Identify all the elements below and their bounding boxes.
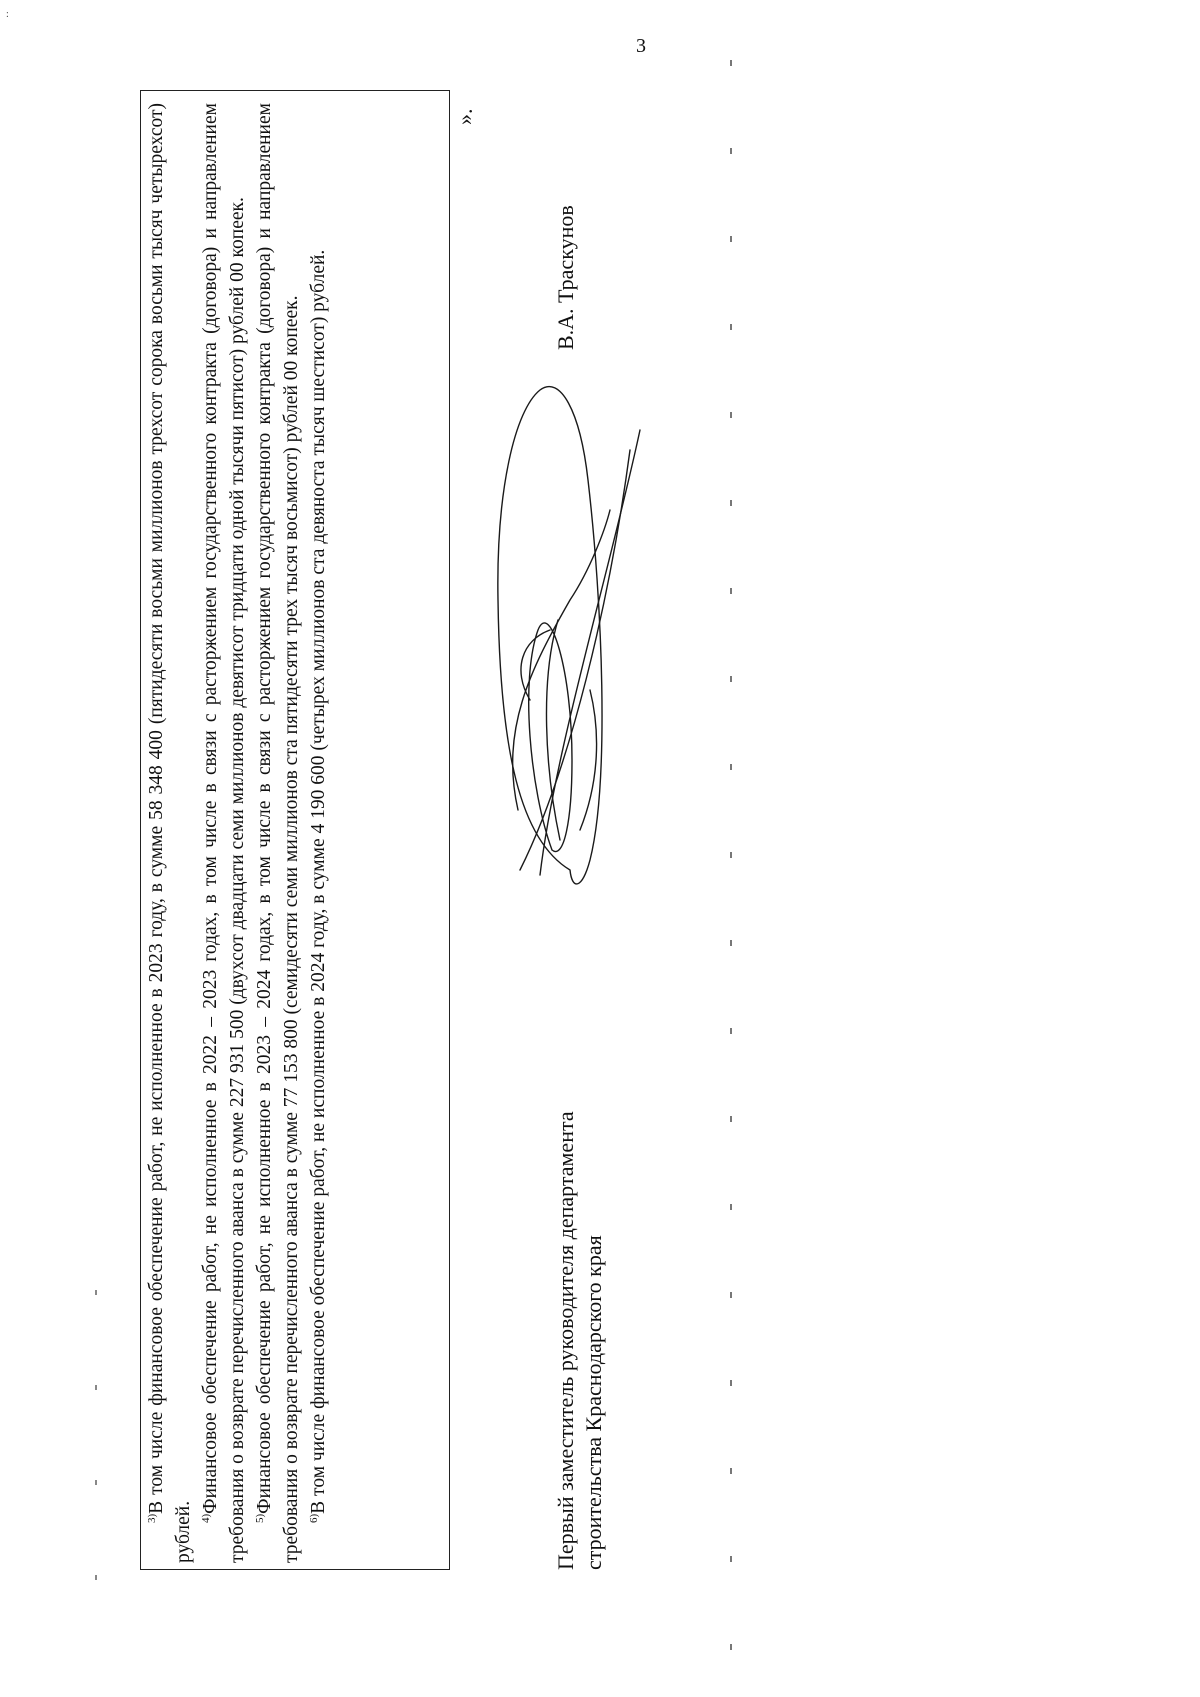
footnote-text: В том числе финансовое обеспечение работ, не исполненное в 2024 году, в сумме 4 190 600 (четырех миллионов ста девяноста тысяч шестисот) рублей. bbox=[308, 249, 329, 1514]
rotated-content bbox=[140, 90, 700, 1570]
handwritten-signature bbox=[460, 370, 660, 930]
margin-dot bbox=[730, 324, 732, 330]
footnote-5 bbox=[251, 103, 305, 1563]
margin-dot bbox=[95, 1290, 97, 1295]
footnote-marker: 3) bbox=[146, 1513, 158, 1523]
signer-title bbox=[552, 1010, 608, 1570]
signer-title-line2: строительства Краснодарского края bbox=[581, 1235, 606, 1570]
margin-dot bbox=[730, 412, 732, 418]
footnotes-box bbox=[140, 90, 450, 1570]
margin-dot bbox=[730, 500, 732, 506]
margin-dot bbox=[730, 1468, 732, 1474]
margin-dot bbox=[95, 1480, 97, 1485]
footnote-marker: 5) bbox=[254, 1513, 266, 1523]
margin-dot bbox=[730, 852, 732, 858]
margin-dot bbox=[730, 940, 732, 946]
footnote-text: В том числе финансовое обеспечение работ, не исполненное в 2023 году, в сумме 58 348 400 (пятидесяти восьми миллионов трехсот сорока восьми тысяч четырехсот) рублей. bbox=[146, 103, 194, 1563]
footnote-marker: 6) bbox=[308, 1513, 320, 1523]
margin-dot bbox=[730, 1116, 732, 1122]
page-number: 3 bbox=[636, 35, 646, 57]
margin-dot bbox=[730, 676, 732, 682]
signer-title-line1: Первый заместитель руководителя департамента bbox=[553, 1111, 578, 1570]
footnote-text: Финансовое обеспечение работ, не исполненное в 2022 – 2023 годах, в том числе в связи с расторжением государственного контракта (договора) и направлением требования о возврате перечисленного аванса в сумме 227 931 500 (двухсот двадцати семи миллионов девятисот тридцати одной тысячи пятисот) рублей 00 копеек. bbox=[200, 103, 248, 1563]
margin-dot bbox=[730, 588, 732, 594]
margin-dot bbox=[95, 1385, 97, 1390]
signer-name: В.А. Траскунов bbox=[553, 205, 578, 350]
footnote-marker: 4) bbox=[200, 1513, 212, 1523]
margin-dot bbox=[730, 1556, 732, 1562]
margin-dot bbox=[730, 764, 732, 770]
margin-dot bbox=[730, 1028, 732, 1034]
margin-dot-column bbox=[730, 60, 738, 1680]
margin-dot bbox=[730, 148, 732, 154]
stray-mark: : bbox=[6, 9, 9, 20]
footnote-text: Финансовое обеспечение работ, не исполненное в 2023 – 2024 годах, в том числе в связи с расторжением государственного контракта (договора) и направлением требования о возврате перечисленного аванса в сумме 77 153 800 (семидесяти семи миллионов ста пятидесяти трех тысяч восьмисот) рублей 00 копеек. bbox=[254, 103, 302, 1563]
footnote-6 bbox=[305, 103, 332, 1563]
margin-dot bbox=[730, 60, 732, 66]
margin-dot-column-left bbox=[95, 1290, 103, 1670]
margin-dot bbox=[730, 1644, 732, 1650]
margin-dot bbox=[95, 1575, 97, 1580]
margin-dot bbox=[730, 1292, 732, 1298]
margin-dot bbox=[730, 1380, 732, 1386]
margin-dot bbox=[730, 1204, 732, 1210]
margin-dot bbox=[730, 236, 732, 242]
footnote-3 bbox=[143, 103, 197, 1563]
footnote-4 bbox=[197, 103, 251, 1563]
closing-quote: ». bbox=[452, 108, 477, 125]
